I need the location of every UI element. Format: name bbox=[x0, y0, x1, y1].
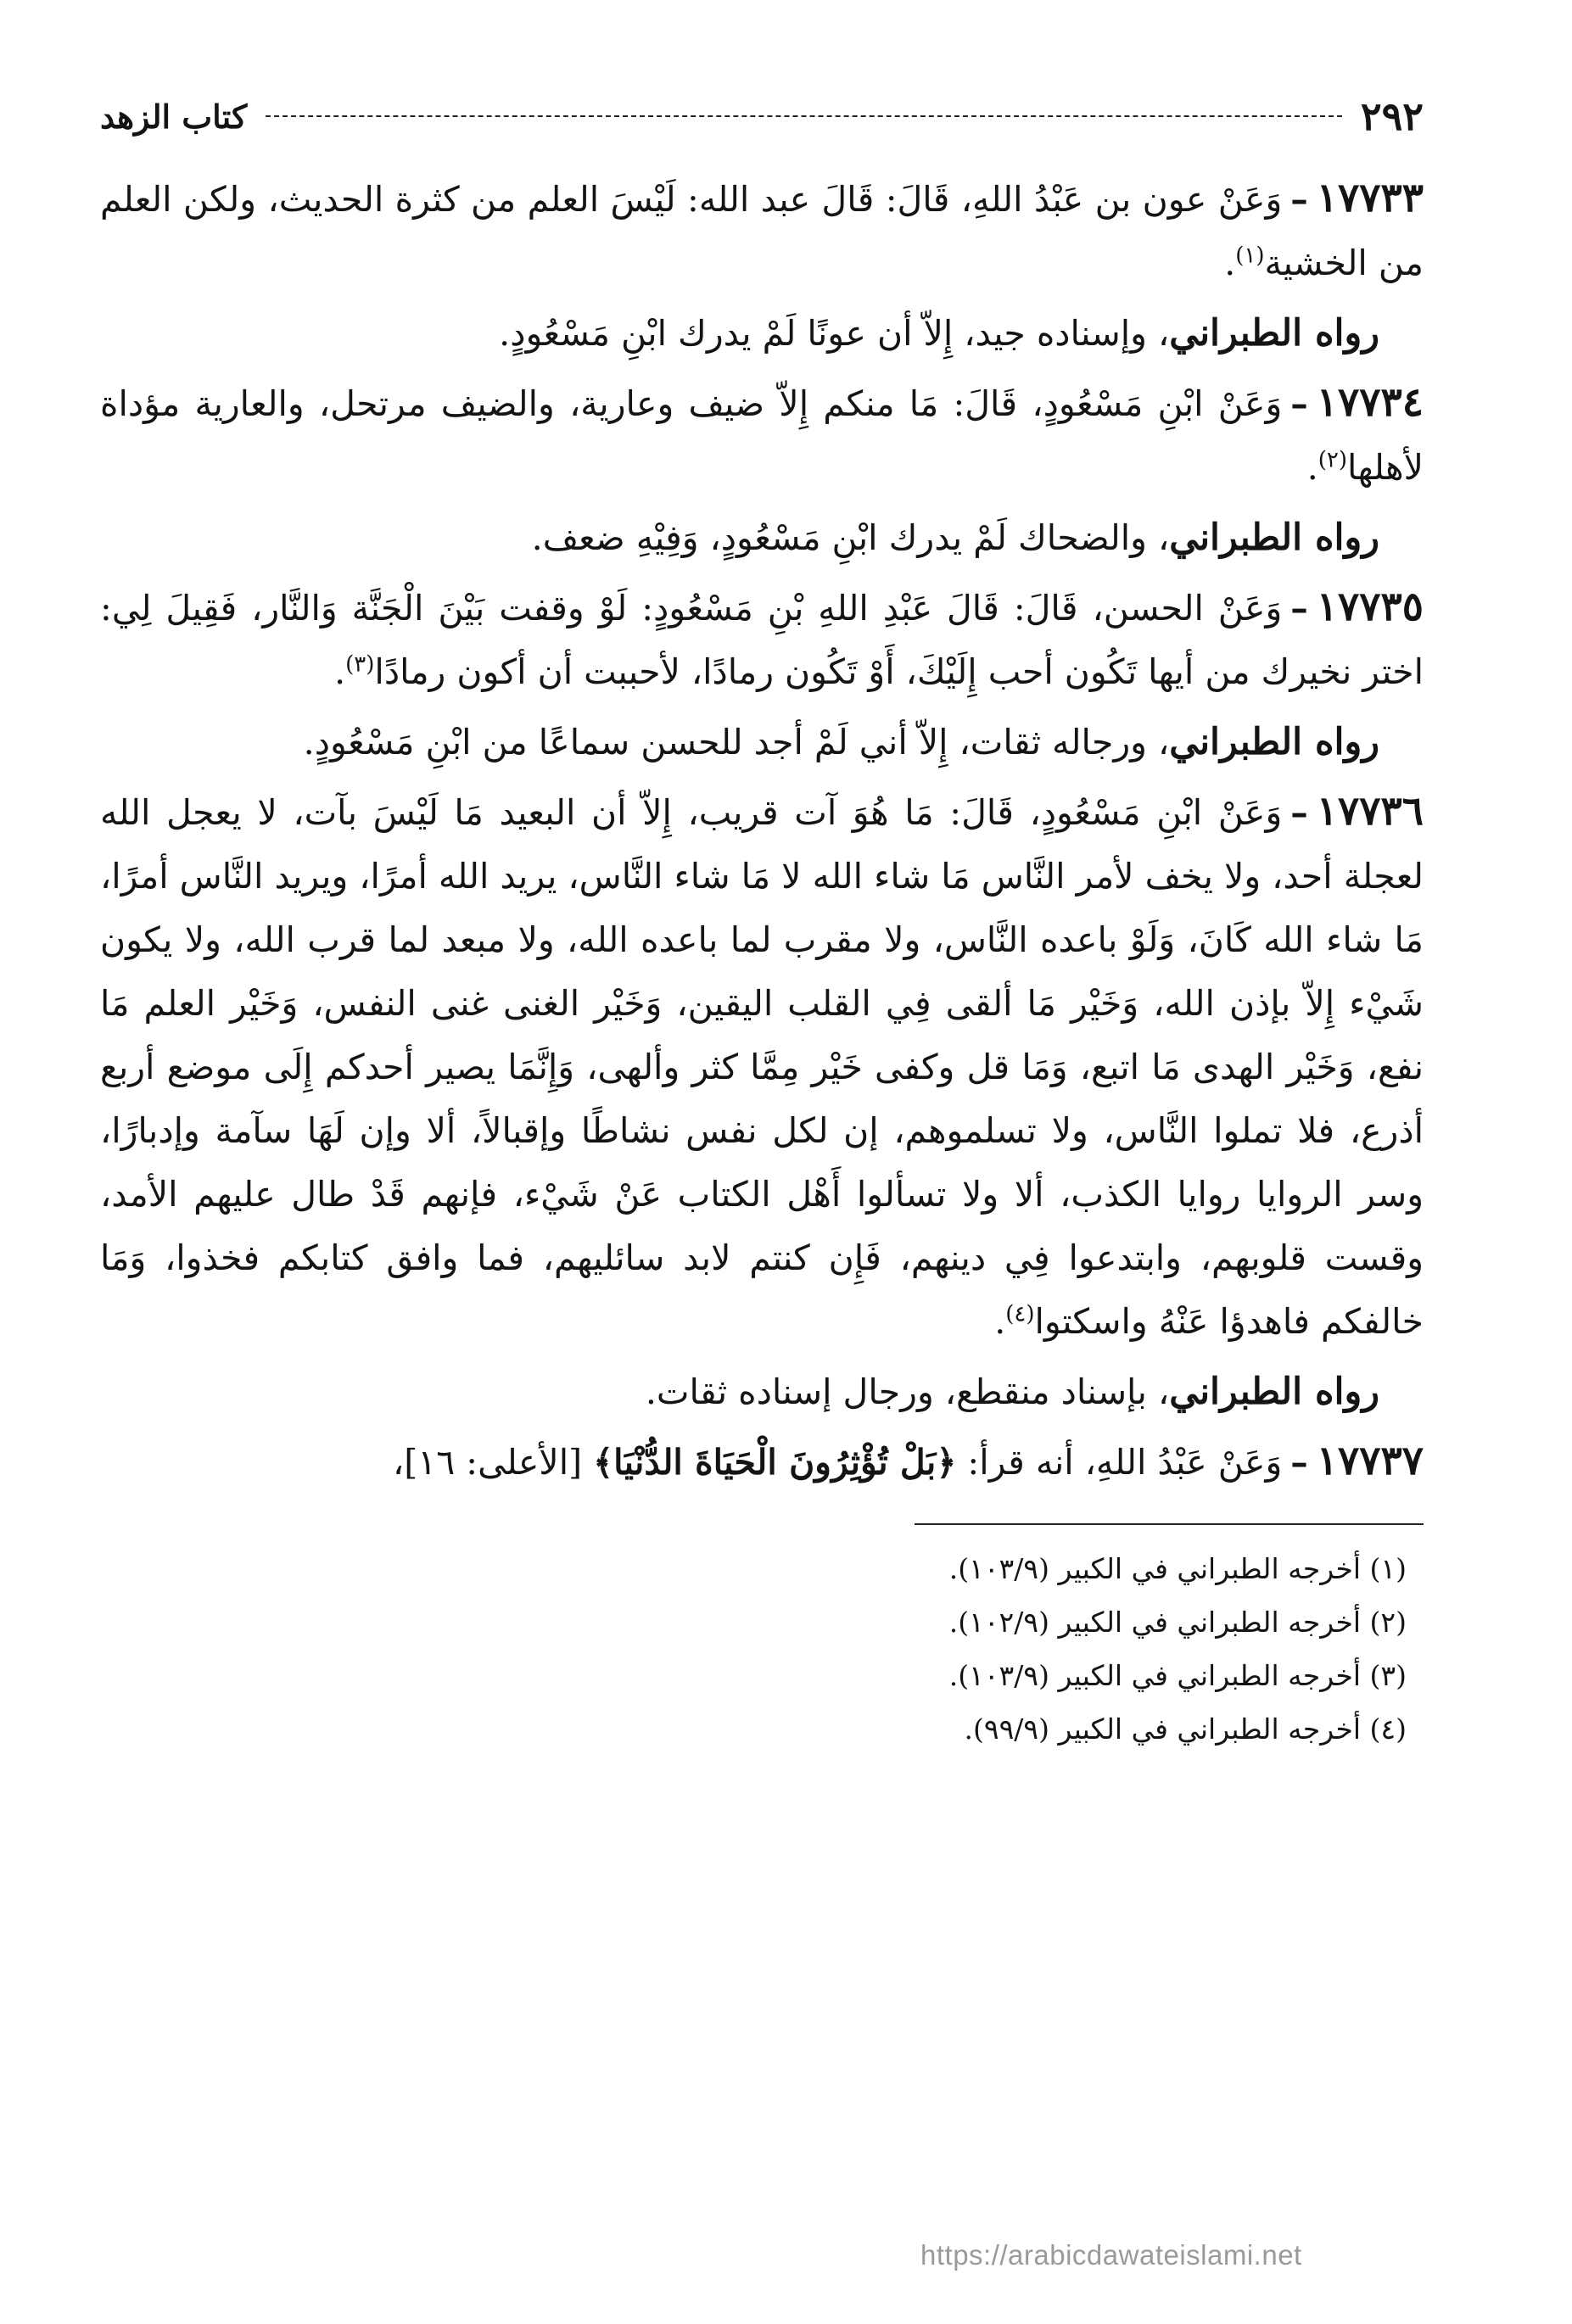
footnote-4: (٤) أخرجه الطبراني في الكبير (٩٩/٩). bbox=[964, 1712, 1407, 1746]
book-title: كتاب الزهد bbox=[100, 97, 248, 136]
hadith-grading bbox=[100, 711, 1424, 774]
hadith-text: وَعَنْ الحسن، قَالَ: قَالَ عَبْدِ اللهِ بْنِ مَسْعُودٍ: لَوْ وقفت بَيْنَ الْجَنَّة وَالنَّار، فَقِيلَ لِي: اختر نخيرك من أيها تَكُون أحب إِلَيْكَ، أَوْ تَكُون رمادًا، لأحببت أن أكون رمادًا bbox=[100, 588, 1424, 692]
hadith-end: . bbox=[334, 651, 346, 692]
hadith-grading bbox=[100, 506, 1424, 570]
dash: – bbox=[1290, 383, 1308, 424]
grading-narrator: رواه الطبراني bbox=[1169, 517, 1379, 559]
hadith-text: وَعَنْ عَبْدُ اللهِ، أنه قرأ: bbox=[967, 1442, 1283, 1483]
book-page bbox=[100, 85, 1424, 2256]
hadith-17737 bbox=[100, 1429, 1424, 1494]
dash: – bbox=[1290, 588, 1308, 628]
grading-text: ، والضحاك لَمْ يدرك ابْنِ مَسْعُودٍ، وَفِيْهِ ضعف. bbox=[531, 517, 1170, 558]
quran-reference: [الأعلى: ١٦]، bbox=[392, 1442, 583, 1483]
hadith-17736 bbox=[100, 779, 1424, 1354]
body-text bbox=[100, 166, 1424, 1494]
hadith-17734 bbox=[100, 371, 1424, 500]
footnotes bbox=[100, 1542, 1424, 1756]
hadith-end: . bbox=[1224, 243, 1236, 283]
hadith-17733 bbox=[100, 166, 1424, 295]
footnote-separator bbox=[915, 1523, 1424, 1525]
running-header bbox=[100, 85, 1424, 148]
hadith-number: ١٧٧٣٣ bbox=[1316, 175, 1424, 221]
footnote-1: (١) أخرجه الطبراني في الكبير (١٠٣/٩). bbox=[948, 1552, 1407, 1585]
grading-text: ، ورجاله ثقات، إِلاّ أني لَمْ أجد للحسن سماعًا من ابْنِ مَسْعُودٍ. bbox=[303, 722, 1170, 763]
dash: – bbox=[1290, 179, 1308, 220]
hadith-grading bbox=[100, 1360, 1424, 1424]
footnote-ref[interactable]: (١) bbox=[1235, 243, 1265, 269]
hadith-number: ١٧٧٣٥ bbox=[1316, 584, 1424, 630]
footnote-3: (٣) أخرجه الطبراني في الكبير (١٠٣/٩). bbox=[948, 1659, 1407, 1692]
footnote-2: (٢) أخرجه الطبراني في الكبير (١٠٢/٩). bbox=[948, 1606, 1407, 1639]
grading-text: ، بإسناد منقطع، ورجال إسناده ثقات. bbox=[645, 1371, 1170, 1412]
hadith-grading bbox=[100, 302, 1424, 366]
grading-narrator: رواه الطبراني bbox=[1169, 312, 1379, 355]
hadith-end: . bbox=[994, 1301, 1006, 1342]
hadith-text: وَعَنْ ابْنِ مَسْعُودٍ، قَالَ: مَا هُوَ آت قريب، إِلاّ أن البعيد مَا لَيْسَ بآت، لا يعجل الله لعجلة أحد، ولا يخف لأمر النَّاس مَا شاء الله لا مَا شاء النَّاس، يريد الله أمرًا، ويريد النَّاس أمرًا، مَا شاء الله كَانَ، وَلَوْ باعده النَّاس، ولا مقرب لما باعده الله، ولا مبعد لما قرب الله، ولا يكون شَيْء إِلاّ بإذن الله، وَخَيْر مَا ألقى فِي القلب اليقين، وَخَيْر الغنى غنى النفس، وَخَيْر العلم مَا نفع، وَخَيْر الهدى مَا اتبع، وَمَا قل وكفى خَيْر مِمَّا كثر وألهى، وَإِنَّمَا يصير أحدكم إِلَى موضع أربع أذرع، فلا تملوا النَّاس، ولا تسلموهم، إن لكل نفس نشاطًا وإقبالاً، ألا وإن لَهَا سآمة وإدبارًا، وسر الروايا روايا الكذب، ألا ولا تسألوا أَهْل الكتاب عَنْ شَيْء، فإنهم قَدْ طال عليهم الأمد، وقست قلوبهم، وابتدعوا فِي دينهم، فَإِن كنتم لابد سائليهم، فما وافق كتابكم فخذوا، وَمَا خالفكم فاهدؤا عَنْهُ واسكتوا bbox=[100, 792, 1424, 1342]
dash: – bbox=[1290, 1442, 1308, 1483]
footnote-ref[interactable]: (٣) bbox=[345, 651, 375, 678]
header-rule bbox=[266, 115, 1342, 117]
watermark-url: https://arabicdawateislami.net bbox=[920, 2239, 1302, 2271]
footnote-ref[interactable]: (٤) bbox=[1005, 1301, 1035, 1327]
hadith-number: ١٧٧٣٤ bbox=[1316, 379, 1424, 426]
hadith-end: . bbox=[1306, 447, 1318, 488]
footnote-ref[interactable]: (٢) bbox=[1317, 447, 1348, 473]
dash: – bbox=[1290, 792, 1308, 833]
grading-text: ، وإسناده جيد، إِلاّ أن عونًا لَمْ يدرك ابْنِ مَسْعُودٍ. bbox=[499, 313, 1170, 354]
hadith-text: وَعَنْ عون بن عَبْدُ اللهِ، قَالَ: قَالَ عبد الله: لَيْسَ العلم من كثرة الحديث، ولكن العلم من الخشية bbox=[100, 179, 1424, 283]
hadith-text: وَعَنْ ابْنِ مَسْعُودٍ، قَالَ: مَا منكم إِلاّ ضيف وعارية، والضيف مرتحل، والعارية مؤداة لأهلها bbox=[100, 383, 1424, 488]
quran-verse: ﴿بَلْ تُؤْثِرُونَ الْحَيَاةَ الدُّنْيَا﴾ bbox=[593, 1442, 957, 1483]
page-number: ٢٩٢ bbox=[1360, 93, 1424, 139]
grading-narrator: رواه الطبراني bbox=[1169, 1371, 1379, 1413]
grading-narrator: رواه الطبراني bbox=[1169, 721, 1379, 763]
hadith-number: ١٧٧٣٦ bbox=[1316, 788, 1424, 835]
hadith-17735 bbox=[100, 575, 1424, 704]
hadith-number: ١٧٧٣٧ bbox=[1316, 1438, 1424, 1484]
